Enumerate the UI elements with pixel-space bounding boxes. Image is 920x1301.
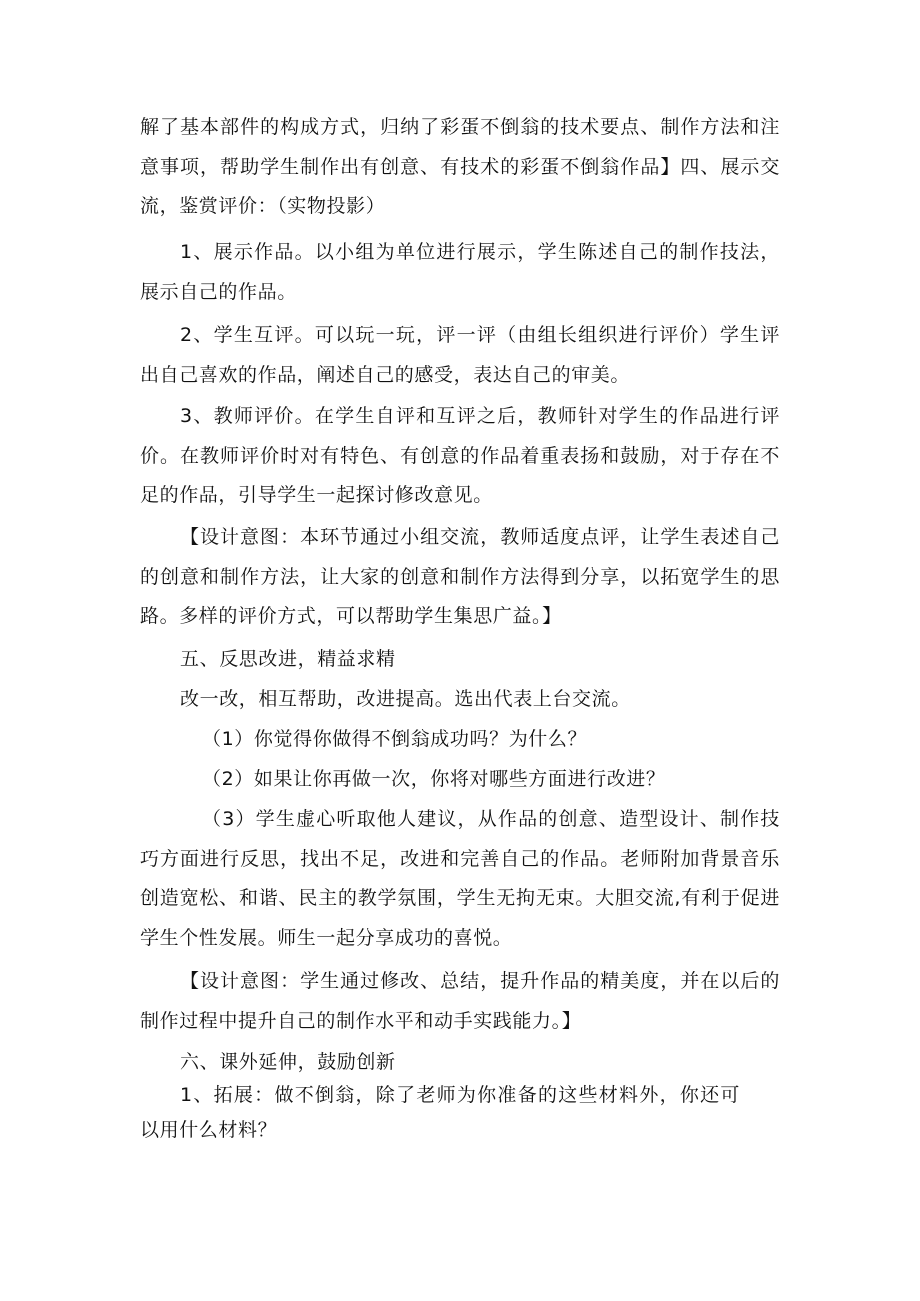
- paragraph-expand: 1、拓展：做不倒翁，除了老师为你准备的这些材料外，你还可以用什么材料？: [140, 1084, 740, 1141]
- question-2: （2）如果让你再做一次，你将对哪些方面进行改进？: [202, 768, 666, 790]
- question-3: （3）学生虚心听取他人建议，从作品的创意、造型设计、制作技巧方面进行反思，找出不足，改进和完善自己的作品。老师附加背景音乐创造宽松、和谐、民主的教学氛围，学生无拘无束。大胆交流,有利于促进学生个性发展。师生一起分享成功的喜悦。: [140, 808, 780, 949]
- question-1: （1）你觉得你做得不倒翁成功吗？为什么？: [202, 728, 588, 750]
- paragraph-peer-review: 2、学生互评。可以玩一玩，评一评（由组长组织进行评价）学生评出自己喜欢的作品，阐述自己的感受，表达自己的审美。: [140, 324, 780, 386]
- paragraph-design-intent-1: 【设计意图：本环节通过小组交流，教师适度点评，让学生表述自己的创意和制作方法，让大家的创意和制作方法得到分享，以拓宽学生的思路。多样的评价方式，可以帮助学生集思广益。】: [140, 526, 780, 627]
- section-heading-reflect: 五、反思改进，精益求精: [180, 648, 396, 670]
- paragraph-teacher-review: 3、教师评价。在学生自评和互评之后，教师针对学生的作品进行评价。在教师评价时对有特色、有创意的作品着重表扬和鼓励，对于存在不足的作品，引导学生一起探讨修改意见。: [140, 405, 780, 506]
- paragraph-intro-continued: 解了基本部件的构成方式，归纳了彩蛋不倒翁的技术要点、制作方法和注意事项，帮助学生制作出有创意、有技术的彩蛋不倒翁作品】四、展示交流，鉴赏评价：（实物投影）: [140, 116, 780, 217]
- paragraph-improve: 改一改，相互帮助，改进提高。选出代表上台交流。: [180, 688, 631, 710]
- section-heading-extension: 六、课外延伸，鼓励创新: [180, 1051, 396, 1073]
- paragraph-show-works: 1、展示作品。以小组为单位进行展示，学生陈述自己的制作技法，展示自己的作品。: [140, 241, 780, 303]
- paragraph-design-intent-2: 【设计意图：学生通过修改、总结，提升作品的精美度，并在以后的制作过程中提升自己的制作水平和动手实践能力。】: [140, 970, 780, 1032]
